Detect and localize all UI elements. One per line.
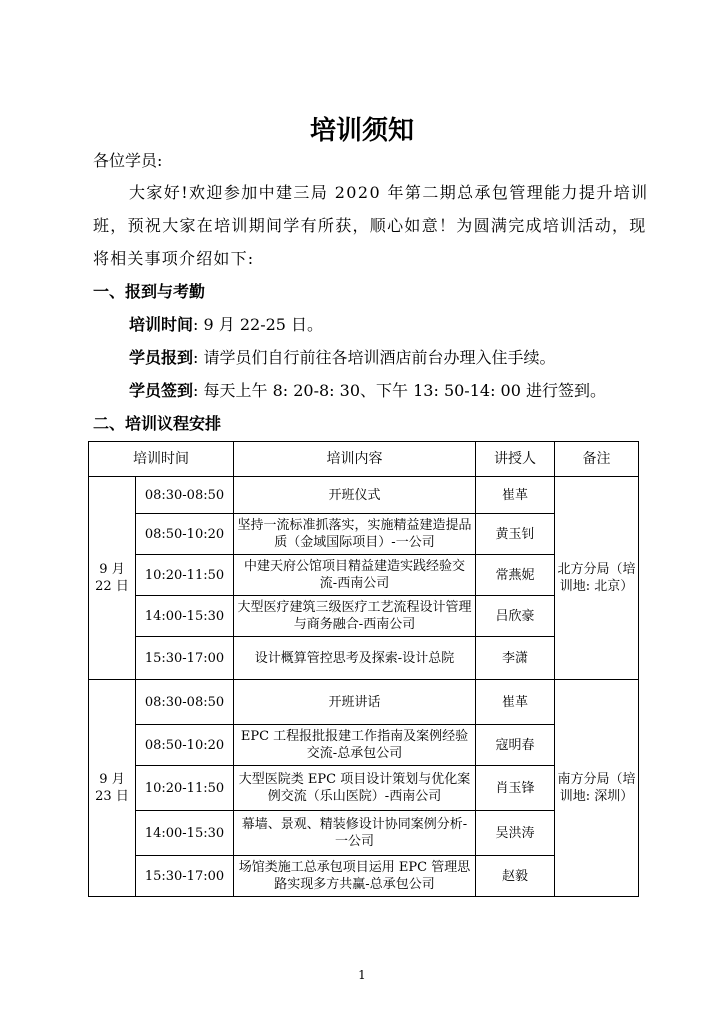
time-cell: 08:30-08:50 bbox=[136, 680, 234, 725]
greeting: 各位学员: bbox=[93, 151, 163, 170]
content-cell: 设计概算管控思考及探索-设计总院 bbox=[234, 637, 476, 680]
date-cell: 9 月 23 日 bbox=[89, 680, 136, 897]
time-cell: 10:20-11:50 bbox=[136, 766, 234, 811]
speaker-cell: 黄玉钊 bbox=[476, 514, 555, 555]
table-row bbox=[89, 680, 639, 725]
speaker-cell: 寇明春 bbox=[476, 725, 555, 766]
table-header-row bbox=[89, 442, 639, 477]
section-heading-agenda: 二、培训议程安排 bbox=[93, 414, 222, 433]
content-cell: 大型医院类 EPC 项目设计策划与优化案例交流（乐山医院）-西南公司 bbox=[234, 766, 476, 811]
content-cell: 幕墙、景观、精装修设计协同案例分析-一公司 bbox=[234, 811, 476, 856]
intro-line-1: 大家好!欢迎参加中建三局 2020 年第二期总承包管理能力提升培训 bbox=[129, 183, 649, 202]
content-cell: 场馆类施工总承包项目运用 EPC 管理思路实现多方共赢-总承包公司 bbox=[234, 856, 476, 897]
content-cell: EPC 工程报批报建工作指南及案例经验交流-总承包公司 bbox=[234, 725, 476, 766]
table-row bbox=[89, 477, 639, 514]
date-cell: 9 月 22 日 bbox=[89, 477, 136, 680]
item-text: : 请学员们自行前往各培训酒店前台办理入住手续。 bbox=[193, 348, 556, 367]
header-speaker: 讲授人 bbox=[476, 442, 555, 477]
item-training-time bbox=[129, 312, 323, 335]
speaker-cell: 赵毅 bbox=[476, 856, 555, 897]
schedule-table bbox=[88, 441, 639, 897]
item-label: 培训时间 bbox=[129, 315, 194, 334]
content-cell: 大型医疗建筑三级医疗工艺流程设计管理与商务融合-西南公司 bbox=[234, 596, 476, 637]
section-heading-checkin: 一、报到与考勤 bbox=[93, 282, 206, 301]
speaker-cell: 吕欣豪 bbox=[476, 596, 555, 637]
page-title: 培训须知 bbox=[309, 116, 414, 146]
intro-line-3: 将相关事项介绍如下: bbox=[93, 249, 255, 268]
time-cell: 14:00-15:30 bbox=[136, 811, 234, 856]
item-text: : 9 月 22-25 日。 bbox=[193, 315, 324, 334]
time-cell: 15:30-17:00 bbox=[136, 856, 234, 897]
time-cell: 08:50-10:20 bbox=[136, 514, 234, 555]
note-cell: 北方分局（培训地: 北京） bbox=[555, 477, 639, 680]
header-content: 培训内容 bbox=[234, 442, 476, 477]
speaker-cell: 崔革 bbox=[476, 477, 555, 514]
intro-line-2: 班，预祝大家在培训期间学有所获，顺心如意！为圆满完成培训活动，现 bbox=[93, 216, 647, 235]
item-signin bbox=[129, 378, 606, 401]
content-cell: 坚持一流标准抓落实，实施精益建造提品质（金域国际项目）-一公司 bbox=[234, 514, 476, 555]
item-registration bbox=[129, 345, 556, 368]
item-text: : 每天上午 8: 20-8: 30、下午 13: 50-14: 00 进行签到。 bbox=[193, 381, 606, 400]
note-cell: 南方分局（培训地: 深圳） bbox=[555, 680, 639, 897]
speaker-cell: 肖玉锋 bbox=[476, 766, 555, 811]
item-label: 学员报到 bbox=[129, 348, 194, 367]
header-time: 培训时间 bbox=[89, 442, 234, 477]
time-cell: 08:50-10:20 bbox=[136, 725, 234, 766]
speaker-cell: 李潇 bbox=[476, 637, 555, 680]
item-label: 学员签到 bbox=[129, 381, 194, 400]
time-cell: 08:30-08:50 bbox=[136, 477, 234, 514]
content-cell: 中建天府公馆项目精益建造实践经验交流-西南公司 bbox=[234, 555, 476, 596]
page-number: 1 bbox=[358, 968, 366, 982]
speaker-cell: 崔革 bbox=[476, 680, 555, 725]
time-cell: 15:30-17:00 bbox=[136, 637, 234, 680]
content-cell: 开班仪式 bbox=[234, 477, 476, 514]
speaker-cell: 常燕妮 bbox=[476, 555, 555, 596]
time-cell: 10:20-11:50 bbox=[136, 555, 234, 596]
content-cell: 开班讲话 bbox=[234, 680, 476, 725]
header-note: 备注 bbox=[555, 442, 639, 477]
time-cell: 14:00-15:30 bbox=[136, 596, 234, 637]
speaker-cell: 吴洪涛 bbox=[476, 811, 555, 856]
